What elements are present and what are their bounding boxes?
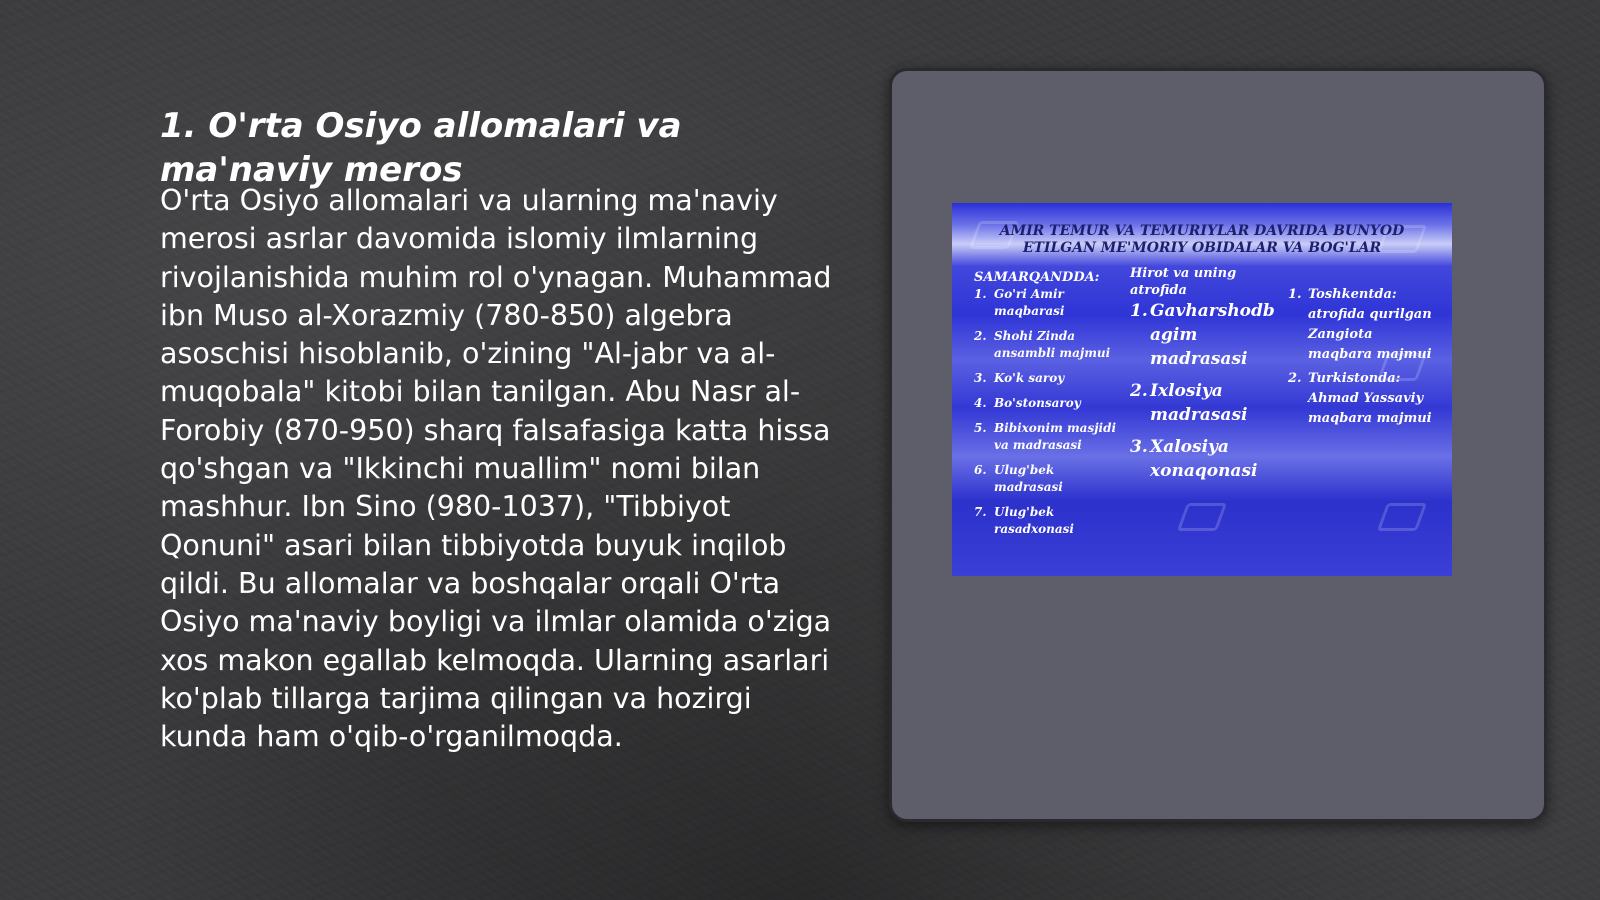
- list-item: 2. Shohi Zinda ansambli majmui: [974, 329, 1111, 360]
- column-heading: Hirot va uning atrofida: [1130, 266, 1237, 298]
- list-item: 2. Ixlosiya madrasasi: [1130, 381, 1248, 425]
- list-item: 1. Go'ri Amir maqbarasi: [974, 287, 1065, 318]
- list-item: 4. Bo'stonsaroy: [974, 396, 1081, 410]
- list-item: 7. Ulug'bek rasadxonasi: [974, 505, 1074, 536]
- text-block: [160, 104, 840, 756]
- list-item: 3. Ko'k saroy: [974, 371, 1065, 385]
- list-item: 2. Turkistonda: Ahmad Yassaviy maqbara majmui: [1288, 371, 1432, 426]
- monuments-image: [952, 203, 1452, 576]
- toshkent-column: [1288, 285, 1438, 433]
- list-item: 3. Xalosiya xonaqonasi: [1130, 437, 1258, 481]
- slide-title: 1. O'rta Osiyo allomalari va ma'naviy meros: [160, 106, 682, 190]
- slide-body: O'rta Osiyo allomalari va ularning ma'naviy merosi asrlar davomida islomiy ilmlarning rivojlanishida muhim rol o'ynagan. Muhammad ibn Muso al-Xorazmiy (780-850) algebra asoschisi hisoblanib, o'zining "Al-jabr va al-muqobala" kitobi bilan tanilgan. Abu Nasr al-Forobiy (870-950) sharq falsafasiga katta hissa qo'shgan va "Ikkinchi muallim" nomi bilan mashhur. Ibn Sino (980-1037), "Tibbiyot Qonuni" asari bilan tibbiyotda buyuk inqilob qildi. Bu allomalar va boshqalar orqali O'rta Osiyo ma'naviy boyligi va ilmlar olamida o'ziga xos makon egallab kelmoqda. Ularning asarlari ko'plab tillarga tarjima qilingan va hozirgi kunda ham o'qib-o'rganilmoqda.: [160, 184, 832, 754]
- list-item: 1. Toshkentda: atrofida qurilgan Zangiota maqbara majmui: [1288, 287, 1432, 362]
- list-item: 5. Bibixonim masjidi va madrasasi: [974, 421, 1117, 452]
- list-item: 6. Ulug'bek madrasasi: [974, 463, 1063, 494]
- list-item: 1. Gavharshodb agim madrasasi: [1130, 301, 1275, 369]
- column-heading: SAMARQANDDA:: [974, 270, 1100, 285]
- hirot-column: [1130, 265, 1275, 491]
- watermark-icon: [1177, 503, 1227, 531]
- image-card: [889, 68, 1547, 822]
- samarqand-column: [974, 269, 1124, 546]
- watermark-icon: [1377, 503, 1427, 531]
- image-title: AMIR TEMUR VA TEMURIYLAR DAVRIDA BUNYOD ETILGAN ME'MORIY OBIDALAR VA BOG'LAR: [999, 223, 1405, 256]
